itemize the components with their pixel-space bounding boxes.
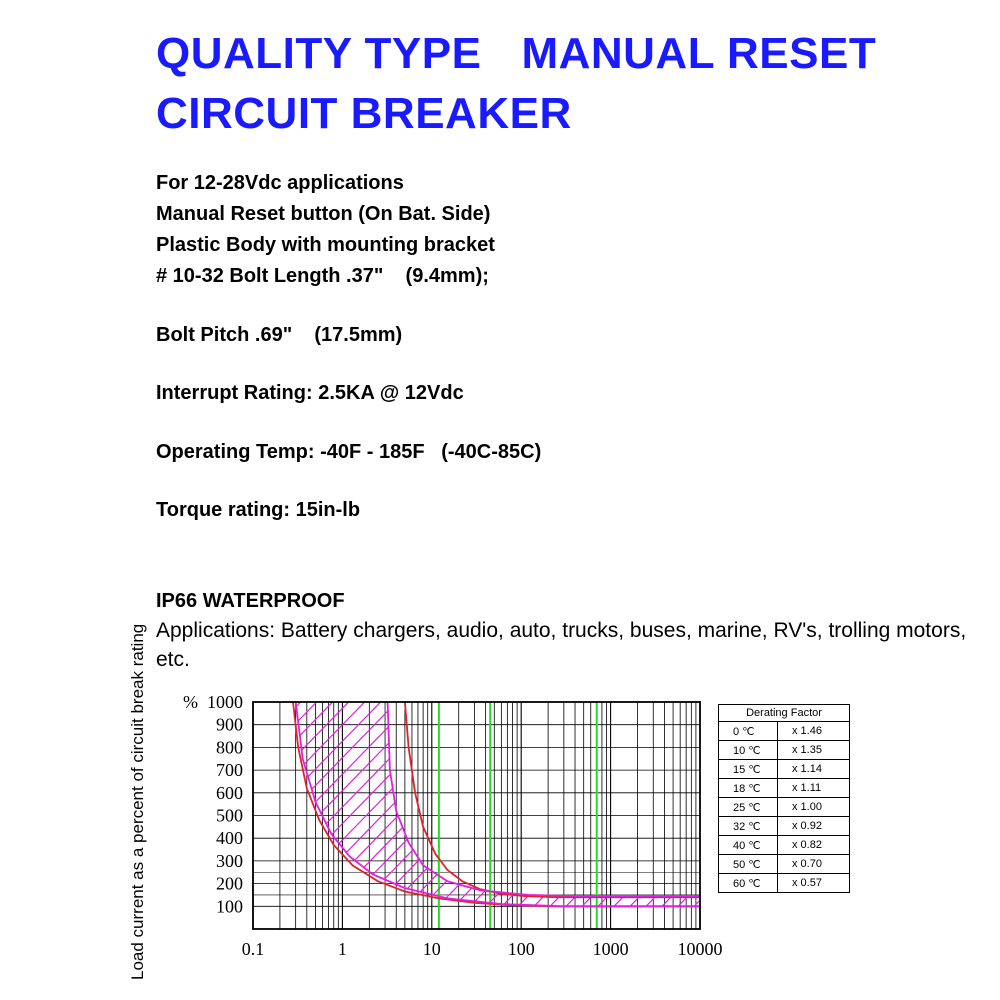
hatch-line — [48, 682, 288, 929]
derating-temp: 10 ℃ — [719, 741, 778, 760]
chart-curves — [293, 702, 700, 906]
derating-factor-table — [718, 704, 850, 893]
spec-body: Plastic Body with mounting bracket — [156, 234, 495, 256]
hatch-line — [128, 682, 368, 929]
hatch-line — [0, 682, 16, 929]
hatch-line — [80, 682, 320, 929]
derating-header: Derating Factor — [719, 705, 850, 722]
spec-reset-button: Manual Reset button (On Bat. Side) — [156, 203, 491, 225]
hatch-line — [848, 682, 1000, 929]
title-line-1 — [156, 24, 956, 84]
derating-temp: 60 ℃ — [719, 874, 778, 893]
x-tick-label: 10000 — [677, 939, 723, 959]
derating-factor: x 0.57 — [778, 874, 850, 893]
hatch-line — [0, 682, 144, 929]
hatch-line — [480, 682, 720, 929]
derating-row — [719, 722, 850, 741]
chart-ticks — [183, 692, 723, 959]
chart-grid — [253, 702, 700, 929]
derating-row — [719, 817, 850, 836]
y-tick-label: 100 — [216, 896, 243, 917]
spec-interrupt-rating: Interrupt Rating: 2.5KA @ 12Vdc — [156, 382, 464, 404]
derating-row — [719, 760, 850, 779]
trip-curve-chart — [0, 680, 1000, 1000]
hatch-line — [0, 682, 208, 929]
hatch-line — [864, 682, 1000, 929]
derating-factor: x 0.82 — [778, 836, 850, 855]
hatch-line — [0, 682, 160, 929]
y-tick-label: 400 — [216, 828, 243, 849]
hatch-line — [0, 682, 96, 929]
y-tick-label: 700 — [216, 760, 243, 781]
x-tick-label: 10 — [422, 939, 441, 959]
y-tick-label: 1000 — [207, 692, 243, 712]
applications-text: Applications: Battery chargers, audio, auto, trucks, buses, marine, RV's, trolling motors, etc. — [156, 619, 967, 671]
derating-factor: x 1.11 — [778, 779, 850, 798]
derating-temp: 15 ℃ — [719, 760, 778, 779]
derating-row — [719, 874, 850, 893]
waterproof-rating: IP66 WATERPROOF — [156, 590, 345, 612]
derating-factor: x 0.92 — [778, 817, 850, 836]
applications-block — [156, 587, 976, 674]
y-tick-label: 500 — [216, 805, 243, 826]
hatch-line — [0, 682, 192, 929]
derating-factor: x 1.46 — [778, 722, 850, 741]
x-tick-label: 1000 — [592, 939, 629, 959]
hatch-line — [0, 682, 32, 929]
trip-curve-1 — [293, 702, 700, 906]
title-manual-reset: MANUAL RESET — [521, 29, 877, 78]
spec-bolt-pitch: Bolt Pitch .69" (17.5mm) — [156, 324, 403, 346]
page-title — [156, 24, 956, 144]
derating-temp: 32 ℃ — [719, 817, 778, 836]
y-tick-label: 600 — [216, 782, 243, 803]
derating-row — [719, 741, 850, 760]
x-tick-label: 1 — [337, 939, 347, 959]
derating-temp: 0 ℃ — [719, 722, 778, 741]
derating-temp: 50 ℃ — [719, 855, 778, 874]
title-quality-type: QUALITY TYPE — [156, 29, 482, 78]
derating-temp: 25 ℃ — [719, 798, 778, 817]
derating-temp: 18 ℃ — [719, 779, 778, 798]
spec-bolt-length: # 10-32 Bolt Length .37" (9.4mm); — [156, 265, 489, 287]
derating-row — [719, 798, 850, 817]
derating-row — [719, 779, 850, 798]
hatch-line — [896, 682, 1000, 929]
hatch-line — [0, 682, 112, 929]
y-tick-label: 800 — [216, 737, 243, 758]
hatch-line — [0, 682, 224, 929]
derating-factor: x 1.00 — [778, 798, 850, 817]
derating-factor: x 0.70 — [778, 855, 850, 874]
hatch-line — [432, 682, 672, 929]
hatch-line — [880, 682, 1000, 929]
hatch-line — [144, 682, 384, 929]
hatch-line — [0, 682, 240, 929]
y-unit-label: % — [183, 692, 198, 712]
spec-torque: Torque rating: 15in-lb — [156, 499, 361, 521]
hatch-line — [448, 682, 688, 929]
hatch-line — [0, 682, 48, 929]
spec-voltage: For 12-28Vdc applications — [156, 172, 404, 194]
y-axis-label: Load current as a percent of circuit break rating — [128, 623, 147, 980]
hatch-line — [240, 682, 480, 929]
hatch-line — [0, 682, 128, 929]
hatch-line — [256, 682, 496, 929]
derating-row — [719, 836, 850, 855]
hatch-line — [0, 682, 64, 929]
trip-curve-0 — [405, 702, 700, 897]
derating-row — [719, 855, 850, 874]
title-line-2: CIRCUIT BREAKER — [156, 89, 572, 138]
hatch-line — [0, 682, 80, 929]
hatch-line — [400, 682, 640, 929]
hatch-line — [416, 682, 656, 929]
y-tick-label: 900 — [216, 714, 243, 735]
hatch-line — [0, 682, 176, 929]
spec-operating-temp: Operating Temp: -40F - 185F (-40C-85C) — [156, 441, 542, 463]
x-tick-label: 100 — [507, 939, 535, 959]
hatch-line — [336, 682, 576, 929]
y-tick-label: 300 — [216, 850, 243, 871]
hatch-line — [272, 682, 512, 929]
derating-factor: x 1.35 — [778, 741, 850, 760]
y-tick-label: 200 — [216, 873, 243, 894]
x-tick-label: 0.1 — [241, 939, 265, 959]
derating-rows — [719, 722, 850, 893]
hatch-line — [320, 682, 560, 929]
derating-temp: 40 ℃ — [719, 836, 778, 855]
hatch-line — [832, 682, 1000, 929]
trip-curve-3 — [296, 702, 700, 906]
hatch-line — [64, 682, 304, 929]
derating-factor: x 1.14 — [778, 760, 850, 779]
